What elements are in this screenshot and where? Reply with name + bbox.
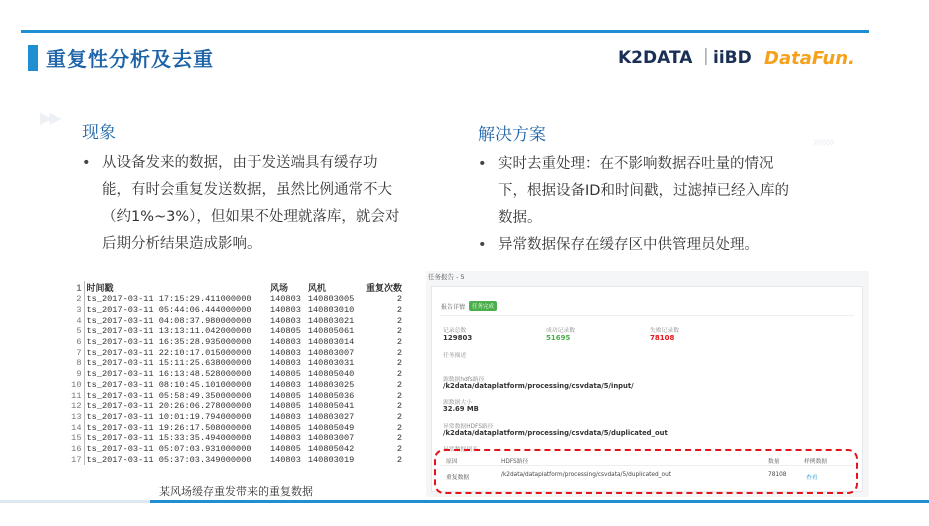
line-number: 13 [71,411,82,422]
error-path-label: 异常数据HDFS路径 [443,424,494,430]
table-row [68,305,404,316]
table-cell: 140803025 [307,379,355,390]
line-number: 6 [76,337,82,348]
logo-separator: | [703,46,709,66]
line-number: 1 [76,282,82,293]
table-cell: ts_2017-03-11 10:01:19.794000000 [84,412,268,423]
right-heading: 解决方案 [478,125,546,145]
line-number: 9 [76,369,82,380]
table-cell: 2 [396,379,402,390]
table-cell: 2 [396,390,402,401]
table-cell: ts_2017-03-11 22:10:17.015000000 [84,347,268,358]
iibd-logo: iiBD [713,48,752,68]
line-number: 14 [71,422,82,433]
table-cell: 2 [396,315,402,326]
left-bullet: • 从设备发来的数据，由于发送端具有缓存功能，有时会重复发送数据，虽然比例通常不大（约1%~3%），但如果不处理就落库，就会对后期分析结果造成影响。 [82,150,400,258]
view-link[interactable]: 查看 [806,475,818,481]
table-cell: 140803014 [307,337,355,348]
stat-label: 记录总数 [443,328,467,334]
table-cell: 140805061 [307,326,355,337]
table-cell: 140803 [269,305,301,316]
table-cell: 2 [396,369,402,380]
table-row [68,326,404,337]
table-cell: 140805041 [307,401,355,412]
table-cell: 2 [396,294,402,305]
table-row [68,315,404,326]
line-number: 10 [71,379,82,390]
table-cell: ts_2017-03-11 19:26:17.508000000 [84,422,268,433]
table-cell: 140803 [269,315,301,326]
table-row [68,444,404,455]
table-cell: 140803010 [307,305,355,316]
decorative-arrows-right: »»» [812,132,833,151]
table-cell: 140805 [269,369,301,380]
table-cell: 2 [396,347,402,358]
table-cell: ts_2017-03-11 16:13:48.528000000 [84,369,268,380]
source-size-label: 源数据大小 [443,400,472,406]
table-cell: 140805 [269,422,301,433]
table-cell: 2 [396,454,402,465]
report-title: 任务报告 - 5 [428,273,465,281]
table-cell: 140803 [269,358,301,369]
table-cell: 140805 [269,390,301,401]
table-cell: 140803 [269,454,301,465]
right-bullet: • 异常数据保存在缓存区中供管理员处理。 [478,232,796,259]
table-cell: 140803 [269,294,301,305]
datafun-logo: DataFun. [764,48,855,69]
column-header: 重复次数 [365,283,402,293]
table-cell: ts_2017-03-11 13:13:11.042000000 [84,326,268,337]
line-number: 15 [71,433,82,444]
table-cell: ts_2017-03-11 20:26:06.278000000 [84,401,268,412]
table-cell: 2 [396,337,402,348]
table-cell: 140805040 [307,369,355,380]
table-cell: 140805049 [307,422,355,433]
table-cell: 2 [396,422,402,433]
line-number: 8 [76,358,82,369]
table-cell: 140803007 [307,433,355,444]
table-cell: 140803019 [307,454,355,465]
table-cell: ts_2017-03-11 05:58:49.350000000 [84,390,268,401]
source-path-label: 源数据hdfs路径 [443,377,485,383]
report-details-label: 报告详情 [441,304,466,311]
stat-label: 成功记录数 [546,328,575,334]
table-cell: 140803031 [307,358,355,369]
table-row [68,454,404,465]
table-row [68,294,404,305]
table-cell: 2 [396,358,402,369]
table-cell: 140805 [269,443,301,454]
table-cell: 140803 [269,347,301,358]
line-number: 17 [71,454,82,465]
decorative-arrows-left: ▶▶ [40,108,59,127]
table-cell: 2 [396,305,402,316]
line-number: 4 [76,315,82,326]
table-cell: ts_2017-03-11 08:10:45.101000000 [84,380,268,391]
col-header-sample: 样例数据 [804,459,828,465]
line-number: 11 [71,390,82,401]
table-row [68,422,404,433]
line-number: 2 [76,294,82,305]
table-cell: 140803 [269,379,301,390]
page-title: 重复性分析及去重 [46,47,214,71]
table-cell: 140803 [269,411,301,422]
table-caption: 某风场缓存重发带来的重复数据 [159,485,313,498]
status-badge: 任务完成 [469,301,497,311]
column-header: 风场 [269,283,288,293]
line-number: 12 [71,401,82,412]
table-cell: 140803 [269,337,301,348]
line-number: 5 [76,326,82,337]
table-cell: 2 [396,443,402,454]
table-cell: 140803 [269,433,301,444]
right-bullet-list [478,151,796,259]
source-size-value: 32.69 MB [443,405,479,413]
table-row [68,412,404,423]
table-cell: 140803027 [307,411,355,422]
column-header: 时间戳 [84,281,268,294]
table-row [68,347,404,358]
k2data-logo: K2DATA [618,48,693,68]
table-cell: 140803007 [307,347,355,358]
stat-value: 129803 [443,334,473,342]
table-row [68,369,404,380]
table-cell: ts_2017-03-11 05:37:03.349000000 [84,454,268,465]
table-row [68,433,404,444]
stat-value: 51695 [546,334,571,342]
col-header-reason: 原因 [446,459,458,465]
table-cell: 2 [396,401,402,412]
source-path-value: /k2data/dataplatform/processing/csvdata/5/input/ [443,382,634,390]
table-cell: ts_2017-03-11 15:33:35.494000000 [84,433,268,444]
error-path-value: /k2data/dataplatform/processing/csvdata/5/duplicated_out [443,429,668,437]
duplicate-data-table [68,281,404,476]
title-marker [28,45,38,71]
bottom-accent-bar [0,500,929,503]
table-cell: ts_2017-03-11 05:07:03.931000000 [84,444,268,455]
row-path: /k2data/dataplatform/processing/csvdata/5/duplicated_out [501,472,672,478]
line-number: 3 [76,305,82,316]
table-cell: 2 [396,433,402,444]
table-row [68,337,404,348]
stat-label: 失败记录数 [650,328,679,334]
highlight-dashed-box [434,449,858,494]
row-count: 78108 [768,472,787,478]
table-cell: ts_2017-03-11 04:08:37.980000000 [84,315,268,326]
table-cell: 140805036 [307,390,355,401]
table-cell: 2 [396,326,402,337]
abnormal-list-label: 异常数据列表 [443,447,478,453]
table-row [68,401,404,412]
column-header: 风机 [307,283,326,293]
table-row [68,390,404,401]
line-number: 7 [76,347,82,358]
table-cell: 140803005 [307,294,355,305]
table-cell: 140803021 [307,315,355,326]
table-row [68,380,404,391]
table-cell: ts_2017-03-11 16:35:28.935000000 [84,337,268,348]
table-header-row [68,281,404,294]
divider [440,315,854,316]
col-header-path: HDFS路径 [501,459,529,465]
table-row [68,358,404,369]
table-cell: 140805042 [307,443,355,454]
table-cell: 140805 [269,401,301,412]
stat-value: 78108 [650,334,675,342]
table-cell: 2 [396,411,402,422]
task-desc-label: 任务描述 [443,353,467,359]
top-accent-bar [21,30,869,33]
table-cell: 140805 [269,326,301,337]
line-number: 16 [71,443,82,454]
right-bullet: • 实时去重处理：在不影响数据吞吐量的情况下，根据设备ID和时间戳，过滤掉已经入库的数据。 [478,151,796,232]
left-bullet-list [82,150,400,258]
col-header-count: 数量 [768,459,780,465]
table-cell: ts_2017-03-11 15:11:25.638000000 [84,358,268,369]
table-cell: ts_2017-03-11 05:44:06.444000000 [84,305,268,316]
row-reason: 重复数据 [446,475,470,481]
left-heading: 现象 [82,123,116,143]
table-cell: ts_2017-03-11 17:15:29.411000000 [84,294,268,305]
